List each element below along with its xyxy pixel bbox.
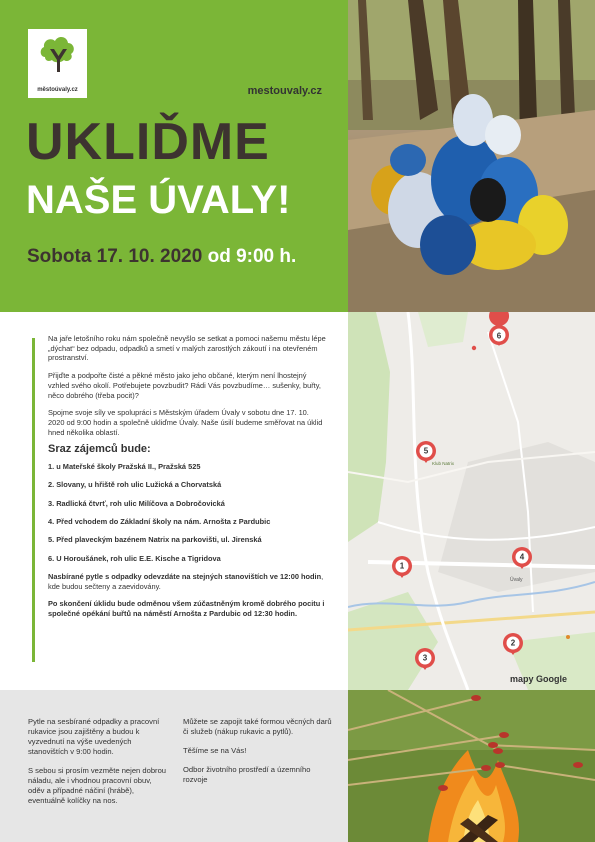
headline-line2: NAŠE ÚVALY! — [26, 178, 291, 222]
footer-info — [0, 690, 348, 842]
bags-rest: , kde budou sečteny a zaevidovány. — [48, 571, 324, 591]
headline-line1: UKLIĎME — [26, 113, 270, 171]
footer-bring-note: S sebou si prosím vezměte nejen dobrou náladu, ale i vhodnou pracovní obuv, oděv a případné náčiní (hrábě), eventuálně kolíčky na nos. — [28, 766, 167, 805]
marker-5-label: 5 — [423, 446, 429, 456]
footer-column-right — [183, 717, 333, 794]
photo-garbage-bags — [348, 0, 595, 312]
marker-6-label: 6 — [496, 331, 502, 341]
marker-3-label: 3 — [422, 653, 428, 663]
bags-paragraph — [48, 572, 326, 591]
accent-bar — [32, 338, 35, 662]
meeting-heading: Sraz zájemců bude: — [48, 443, 151, 456]
city-logo[interactable] — [28, 29, 87, 98]
map-markers — [348, 312, 595, 690]
intro-paragraph-3: Spojme svoje síly ve spolupráci s Městským úřadem Úvaly v sobotu dne 17. 10. 2020 od 9:00 hodin a společně ukliďme Úvaly. Naše úsilí budeme směřovat na úklid hned několika oblastí. — [48, 408, 323, 437]
marker-2-label: 2 — [510, 638, 516, 648]
footer-column-left — [28, 717, 170, 815]
tree-y-icon — [39, 35, 76, 75]
map-label-natrix: Klub Natrix — [432, 461, 455, 466]
map-credit: mapy Google — [509, 674, 567, 684]
main-content — [0, 312, 348, 690]
marker-6 — [489, 312, 509, 346]
map-label-uvaly: Úvaly — [510, 577, 523, 583]
meeting-point-1: 1. u Mateřské školy Pražská II., Pražská 525 — [48, 462, 201, 472]
footer-greeting: Těšíme se na Vás! — [183, 746, 247, 755]
intro-paragraph-1: Na jaře letošního roku nám společně nevyšlo se setkat a pomoci našemu městu lépe „dýchat“ bez odpadu, odpadků a smetí v malých zarostlých zákoutí i na otevřeném prostranství. — [48, 334, 326, 363]
meeting-point-6: 6. U Horoušánek, roh ulic E.E. Kische a Tigridova — [48, 553, 221, 563]
marker-4-label: 4 — [519, 552, 525, 562]
website-label[interactable]: mestouvaly.cz — [247, 85, 322, 97]
photo-campfire-sausages — [348, 690, 595, 842]
event-date — [27, 246, 296, 268]
event-date-time: od 9:00 h. — [202, 246, 297, 267]
meeting-point-3: 3. Radlická čtvrť, roh ulic Milíčova a Dobročovická — [48, 498, 225, 508]
meeting-point-5: 5. Před plaveckým bazénem Natrix na parkovišti, ul. Jirenská — [48, 535, 262, 545]
meeting-point-2: 2. Slovany, u hřiště roh ulic Lužická a Chorvatská — [48, 480, 222, 490]
header-banner — [0, 0, 348, 312]
footer-bags-note: Pytle na sesbírané odpadky a pracovní rukavice jsou zajištěny a budou k vyzvednutí na výše uvedených stanovištích v 9:00 hodin. — [28, 717, 160, 756]
reward-paragraph: Po skončení úklidu bude odměnou všem zúčastněným kromě dobrého pocitu i společné opékání buřtů na náměstí Arnošta z Pardubic od 12:30 hodin. — [48, 599, 325, 618]
body-text — [48, 334, 326, 627]
footer-donation-note: Můžete se zapojit také formou věcných darů či služeb (nákup rukavic a pytlů). — [183, 717, 332, 736]
footer-department: Odbor životního prostředí a územního rozvoje — [183, 765, 311, 784]
event-date-day: Sobota 17. 10. 2020 — [27, 246, 203, 267]
intro-paragraph-2: Přijďte a podpořte čisté a pěkné město jako jeho občané, kterým není lhostejný vzhled svého okolí. Potřebujete povzbudit? Rádi Vás povzbudíme… sušenky, buřty, něco dobrého (třeba pocit)? — [48, 371, 321, 400]
meeting-points-list — [48, 462, 326, 563]
marker-1-label: 1 — [399, 561, 405, 571]
bags-bold: Nasbírané pytle s odpadky odevzdáte na stejných stanovištích ve 12:00 hodin — [48, 571, 322, 581]
location-map[interactable] — [348, 312, 595, 690]
logo-text: městoúvaly.cz — [37, 87, 78, 93]
meeting-point-4: 4. Před vchodem do Základní školy na nám. Arnošta z Pardubic — [48, 516, 271, 526]
